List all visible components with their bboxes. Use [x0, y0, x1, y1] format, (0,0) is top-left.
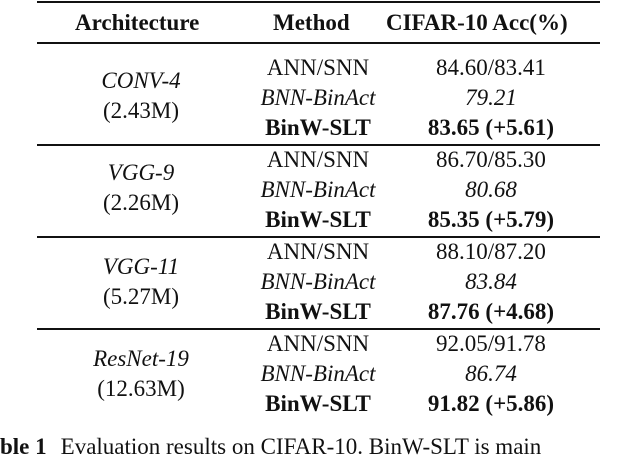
method-cell: BinW-SLT: [265, 207, 371, 232]
architecture-params: (12.63M): [97, 376, 185, 401]
architecture-name: VGG-9: [107, 160, 175, 185]
header-method: Method: [273, 10, 350, 35]
table-top-rule: [37, 1, 600, 3]
caption-text: Evaluation results on CIFAR-10. BinW-SLT is main: [60, 434, 542, 459]
method-cell: BNN-BinAct: [260, 177, 376, 202]
accuracy-cell: 92.05/91.78: [436, 331, 546, 356]
accuracy-cell: 86.74: [465, 361, 517, 386]
method-cell: BinW-SLT: [265, 391, 371, 416]
architecture-name: ResNet-19: [93, 346, 189, 371]
method-cell: ANN/SNN: [266, 331, 370, 356]
header-rule: [37, 42, 600, 44]
accuracy-cell: 83.84: [465, 269, 517, 294]
method-cell: BNN-BinAct: [260, 361, 376, 386]
architecture-cell: [49, 158, 233, 218]
table-caption: [0, 433, 541, 461]
architecture-cell: [49, 66, 233, 126]
method-cell: ANN/SNN: [266, 147, 370, 172]
method-cell: BNN-BinAct: [260, 85, 376, 110]
architecture-params: (2.43M): [102, 98, 180, 123]
architecture-cell: [49, 344, 233, 404]
method-cell: BinW-SLT: [265, 299, 371, 324]
architecture-cell: [49, 252, 233, 312]
accuracy-cell: 88.10/87.20: [436, 239, 546, 264]
method-cell: ANN/SNN: [266, 239, 370, 264]
accuracy-cell: 84.60/83.41: [436, 55, 546, 80]
accuracy-cell: 80.68: [465, 177, 517, 202]
header-architecture: Architecture: [75, 10, 200, 35]
accuracy-cell: 83.65 (+5.61): [427, 115, 555, 140]
accuracy-cell: 85.35 (+5.79): [427, 207, 555, 232]
architecture-name: VGG-11: [102, 254, 180, 279]
architecture-name: CONV-4: [101, 68, 181, 93]
accuracy-cell: 87.76 (+4.68): [427, 299, 555, 324]
accuracy-cell: 86.70/85.30: [436, 147, 546, 172]
architecture-params: (2.26M): [102, 190, 180, 215]
architecture-params: (5.27M): [102, 284, 180, 309]
method-cell: ANN/SNN: [266, 55, 370, 80]
accuracy-cell: 79.21: [465, 85, 517, 110]
accuracy-cell: 91.82 (+5.86): [427, 391, 555, 416]
method-cell: BNN-BinAct: [260, 269, 376, 294]
caption-label: ble 1: [0, 434, 47, 459]
header-accuracy: CIFAR-10 Acc(%): [386, 10, 568, 35]
method-cell: BinW-SLT: [265, 115, 371, 140]
